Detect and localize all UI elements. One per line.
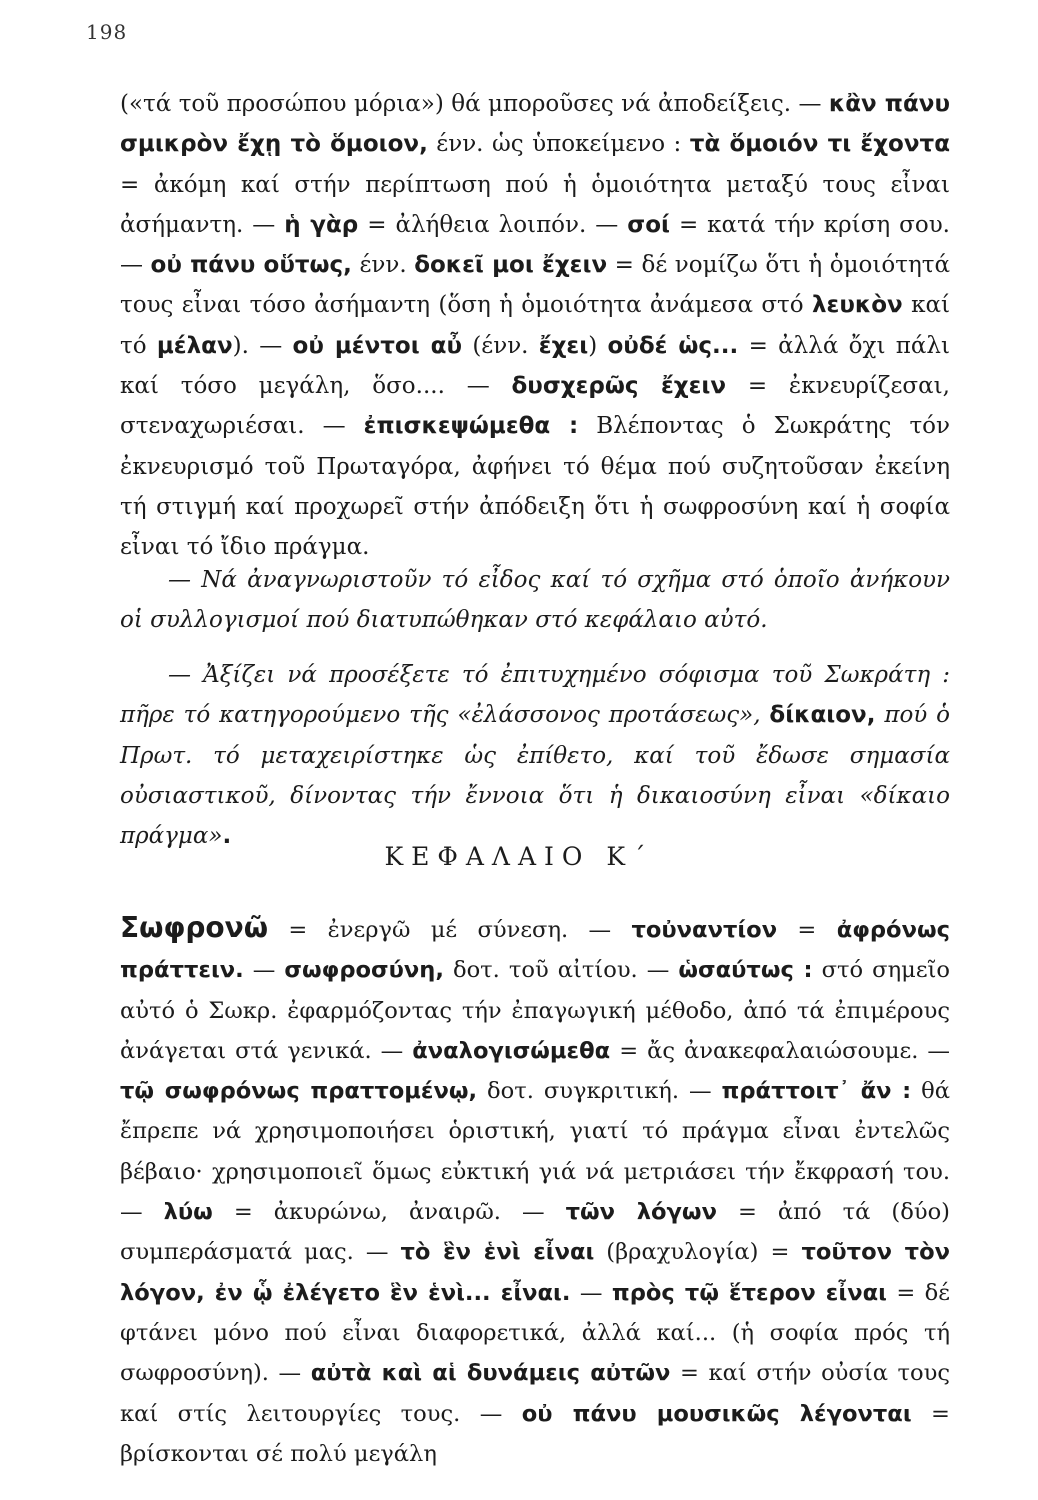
bold-term: οὐ πάνυ μουσικῶς λέγονται <box>521 1400 912 1427</box>
bold-term: τὸ ἓν ἑνὶ εἶναι <box>400 1239 595 1266</box>
bold-term: ἡ γὰρ <box>284 211 359 238</box>
text-run: πού ὁ Πρωτ. τό μεταχειρίστηκε ὡς ἐπίθετο, καί τοῦ ἔδωσε σημασία οὐσιαστικοῦ, δίνοντας τήν ἔννοια ὅτι ἡ δικαιοσύνη εἶναι «δίκαιο πράγμα» <box>120 702 950 850</box>
bold-term: ἐπισκεψώμεθα : <box>363 413 579 440</box>
bold-term: Σωφρονῶ <box>120 911 269 944</box>
text-run: = ἀκυρώνω, ἀναιρῶ. — <box>212 1199 566 1226</box>
bold-term: δοκεῖ μοι ἔχειν <box>414 252 608 279</box>
text-run: θά ἔπρεπε νά χρησιμοποιήσει ὁριστική, γιατί τό πράγμα εἶναι ἐντελῶς βέβαιο· χρησιμοποιεῖ ὅμως εὐκτική γιά νά μετριάσει τήν ἔκφρασή του. — <box>120 1078 950 1226</box>
text-run: — <box>570 1279 612 1306</box>
text-run: = ἄς ἀνακεφαλαιώσουμε. — <box>610 1037 950 1064</box>
text-run: ένν. <box>351 252 415 279</box>
bold-term: κἂν πάνυ σμικρὸν ἔχῃ τὸ ὅμοιον, <box>120 91 950 158</box>
bold-term: ὡσαύτως : <box>678 957 813 984</box>
text-run: (βραχυλογία) = <box>594 1239 802 1266</box>
note-paragraph <box>120 655 950 856</box>
bold-term: μέλαν <box>156 332 233 359</box>
bold-term: οὐ μέντοι αὖ <box>292 332 463 359</box>
bold-term: τοῦτον τὸν λόγον, ἐν ᾧ ἐλέγετο ἓν ἑνὶ... εἶναι. <box>120 1239 951 1306</box>
text-run: — Νά ἀναγνωριστοῦν τό εἶδος καί τό σχῆμα στό ὁποῖο ἀνήκουν οἱ συλλογισμοί πού διατυπώθηκαν στό κεφάλαιο αὐτό. <box>120 567 950 634</box>
bold-term: ἀναλογισώμεθα <box>412 1037 611 1064</box>
chapter-heading: ΚΕΦΑΛΑΙΟ Κ΄ <box>384 842 654 871</box>
text-run: = δέ νομίζω ὅτι ἡ ὁμοιότητά τους εἶναι τόσο ἀσήμαντη (ὅση ἡ ὁμοιότητα ἀνάμεσα στό <box>120 252 951 319</box>
text-run: = ἀκόμη καί στήν περίπτωση πού ἡ ὁμοιότητα μεταξύ τους εἶναι ἀσήμαντη. — <box>120 171 950 238</box>
text-run: = βρίσκονται σέ πολύ μεγάλη <box>120 1400 950 1467</box>
text-run: ). — <box>232 332 293 359</box>
text-run: — <box>243 957 285 984</box>
text-run: καί τό <box>120 292 950 359</box>
bold-term: τῷ σωφρόνως πραττομένῳ, <box>120 1078 478 1105</box>
text-run: («τά τοῦ προσώπου μόρια») θά μποροῦσες νά ἀποδείξεις. — <box>120 91 829 117</box>
commentary-paragraph-2 <box>120 908 950 1474</box>
commentary-paragraph-1 <box>120 84 950 568</box>
bold-term: οὐ πάνυ οὕτως, <box>150 252 352 279</box>
text-run: δοτ. τοῦ αἰτίου. — <box>443 957 679 984</box>
bold-term: σοί <box>627 211 670 238</box>
bold-term: τῶν λόγων <box>565 1199 717 1226</box>
text-run: = <box>777 917 837 943</box>
bold-term: πράττοιτ᾽ ἄν : <box>721 1078 912 1105</box>
bold-term: πρὸς τῷ ἕτερον εἶναι <box>611 1279 887 1306</box>
bold-term: αὐτὰ καὶ αἱ δυνάμεις αὐτῶν <box>310 1360 671 1387</box>
text-run: . <box>222 823 232 850</box>
text-run: — Ἀξίζει νά προσέξετε τό ἐπιτυχημένο σόφισμα τοῦ Σωκράτη : πῆρε τό κατηγορούμενο τῆς «ἐλάσσονος προτάσεως», <box>120 662 950 729</box>
text-run: = δέ φτάνει μόνο πού εἶναι διαφορετικά, ἀλλά καί... (ἡ σοφία πρός τή σωφροσύνη). — <box>120 1279 950 1387</box>
exercise-paragraph <box>120 560 950 641</box>
text-run: δοτ. συγκριτική. — <box>477 1078 722 1105</box>
bold-term: ἔχει <box>538 332 589 359</box>
bold-term: τὰ ὅμοιόν τι ἔχοντα <box>689 131 950 158</box>
text-run: = καί στήν οὐσία τους καί στίς λειτουργίες τους. — <box>120 1360 951 1427</box>
text-run: = ἐκνευρίζεσαι, στεναχωριέσαι. — <box>120 373 950 440</box>
bold-term: σωφροσύνη, <box>284 957 444 984</box>
text-run: ένν. ὡς ὑποκείμενο : <box>427 131 690 158</box>
bold-term: λύω <box>163 1199 213 1226</box>
bold-term: τοὐναντίον <box>631 917 778 943</box>
bold-term: δυσχερῶς ἔχειν <box>511 373 727 400</box>
bold-term: λευκὸν <box>812 292 903 319</box>
bold-term: ἀφρόνως πράττειν. <box>120 917 950 984</box>
text-run: = ἀλλά ὄχι πάλι καί τόσο μεγάλη, ὅσο.... — <box>120 332 951 400</box>
text-run: = ἐνεργῶ μέ σύνεση. — <box>268 917 632 943</box>
text-run: = ἀλήθεια λοιπόν. — <box>358 211 628 238</box>
text-run: Βλέποντας ὁ Σωκράτης τόν ἐκνευρισμό τοῦ Πρωταγόρα, ἀφήνει τό θέμα πού συζητοῦσαν ἐκείνη τή στιγμή καί προχωρεῖ στήν ἀπόδειξη ὅτι ἡ σωφροσύνη καί ἡ σοφία εἶναι τό ἴδιο πράγμα. <box>120 413 951 561</box>
text-run: στό σημεῖο αὐτό ὁ Σωκρ. ἐφαρμόζοντας τήν ἐπαγωγική μέθοδο, ἀπό τά ἐπιμέρους ἀνάγεται στά γενικά. — <box>120 957 950 1064</box>
text-run: = ἀπό τά (δύο) συμπεράσματά μας. — <box>120 1199 950 1266</box>
page-number: 198 <box>86 20 128 44</box>
bold-term: οὐδέ ὡς... <box>607 332 739 359</box>
text-run: ) <box>588 332 608 359</box>
bold-term: δίκαιον, <box>769 702 876 729</box>
text-run: = κατά τήν κρίση σου. — <box>120 211 950 279</box>
text-run: (ένν. <box>462 332 539 359</box>
